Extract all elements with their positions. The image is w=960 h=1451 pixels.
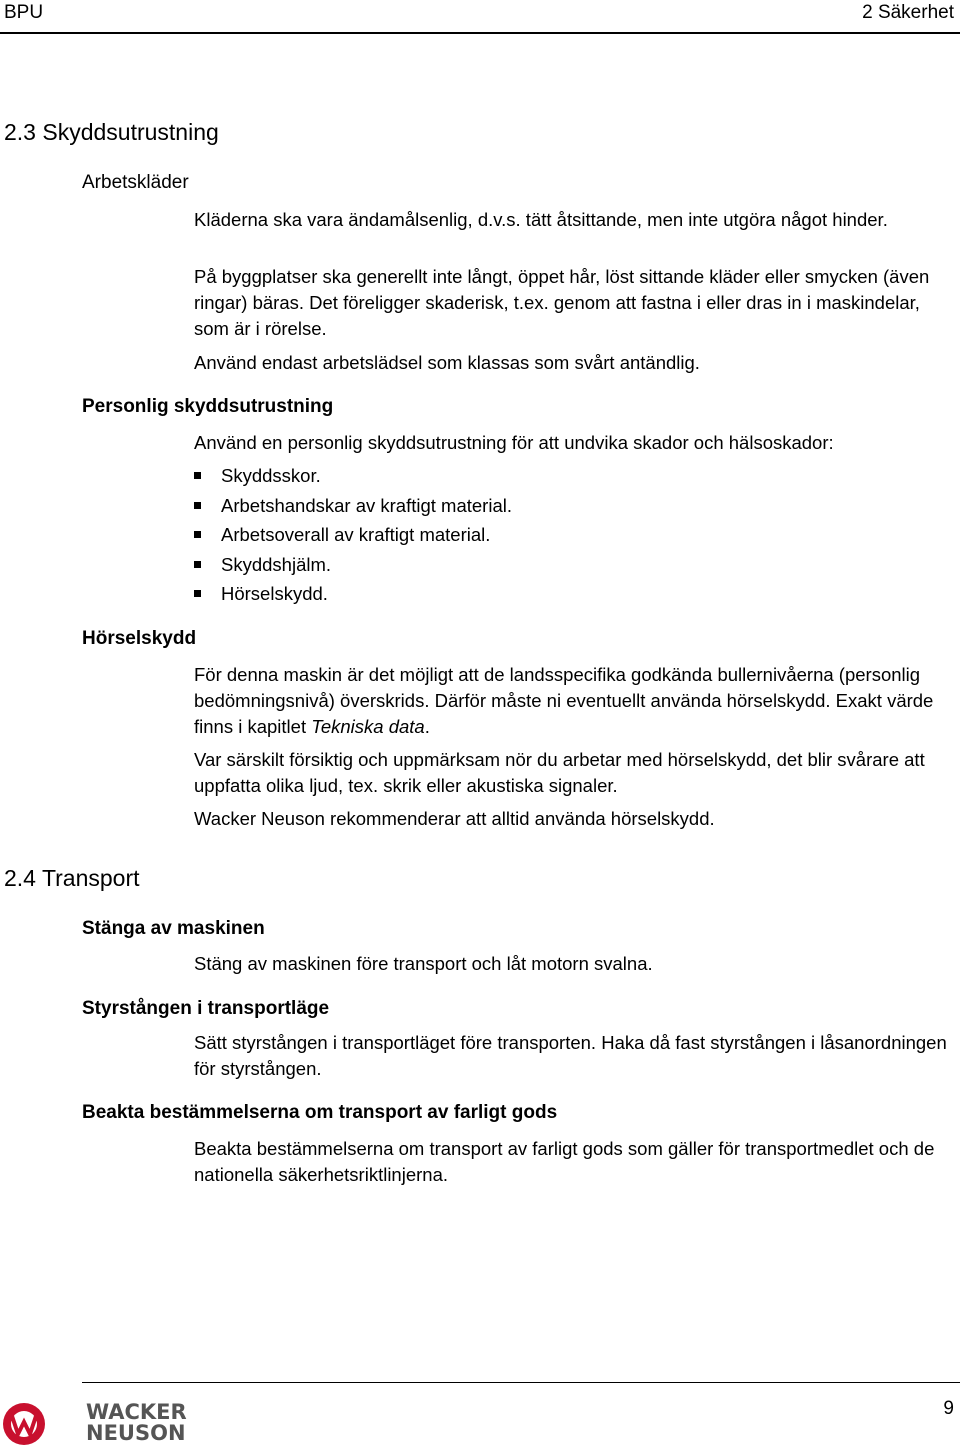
list-item: Skyddsskor.	[194, 461, 321, 491]
header-right: 2 Säkerhet	[862, 2, 954, 23]
page-number: 9	[943, 1398, 954, 1419]
list-item: Arbetsoverall av kraftigt material.	[194, 520, 490, 550]
wacker-neuson-logo-icon	[2, 1402, 46, 1446]
dangerous-goods-heading: Beakta bestämmelserna om transport av farligt gods	[82, 1102, 558, 1123]
work-clothes-p1: Kläderna ska vara ändamålsenlig, d.v.s. tätt åtsittande, men inte utgöra något hinder.	[194, 209, 888, 230]
handle-heading: Styrstången i transportläge	[82, 998, 330, 1019]
section-2-3-title: 2.3 Skyddsutrustning	[4, 119, 219, 145]
hearing-p2: Var särskilt försiktig och uppmärksam nör du arbetar med hörselskydd, det blir svårare att uppfatta olika ljud, tex. skrik eller akustiska signaler.	[194, 749, 925, 796]
bullet-square-icon	[194, 472, 201, 479]
logo-wordmark: WACKER NEUSON	[86, 1400, 187, 1445]
ppe-intro: Använd en personlig skyddsutrustning för att undvika skador och hälsoskador:	[194, 432, 834, 453]
shutdown-heading: Stänga av maskinen	[82, 918, 265, 939]
bullet-square-icon	[194, 561, 201, 568]
handle-p: Sätt styrstången i transportläget före transporten. Haka då fast styrstången i låsanordningen för styrstången.	[194, 1032, 947, 1079]
work-clothes-p3: Använd endast arbetslädsel som klassas som svårt antändlig.	[194, 352, 700, 373]
section-2-4-title: 2.4 Transport	[4, 865, 140, 891]
header-left: BPU	[4, 2, 44, 23]
list-item: Skyddshjälm.	[194, 550, 331, 580]
shutdown-p: Stäng av maskinen före transport och låt motorn svalna.	[194, 953, 653, 974]
dangerous-goods-p: Beakta bestämmelserna om transport av farligt gods som gäller för transportmedlet och de nationella säkerhetsriktlinjerna.	[194, 1138, 935, 1185]
work-clothes-p2: På byggplatser ska generellt inte långt, öppet hår, löst sittande kläder eller smycken (även ringar) bäras. Det föreligger skaderisk, t.ex. genom att fastna i eller dras in i maskindelar, som är i rörelse.	[194, 266, 930, 339]
bullet-square-icon	[194, 590, 201, 597]
ppe-heading: Personlig skyddsutrustning	[82, 396, 334, 417]
hearing-p3: Wacker Neuson rekommenderar att alltid använda hörselskydd.	[194, 808, 715, 829]
bullet-square-icon	[194, 502, 201, 509]
footer-rule	[82, 1382, 960, 1383]
list-item: Arbetshandskar av kraftigt material.	[194, 491, 512, 521]
hearing-p1: För denna maskin är det möjligt att de landsspecifika godkända bullernivåerna (personlig bedömningsnivå) överskrids. Därför måste ni eventuellt använda hörselskydd. Exakt värde finns i kapitlet Tekniska data.	[194, 664, 934, 737]
header-rule	[0, 32, 960, 34]
bullet-square-icon	[194, 531, 201, 538]
list-item: Hörselskydd.	[194, 579, 328, 609]
work-clothes-heading: Arbetskläder	[82, 172, 189, 193]
hearing-heading: Hörselskydd	[82, 628, 197, 649]
